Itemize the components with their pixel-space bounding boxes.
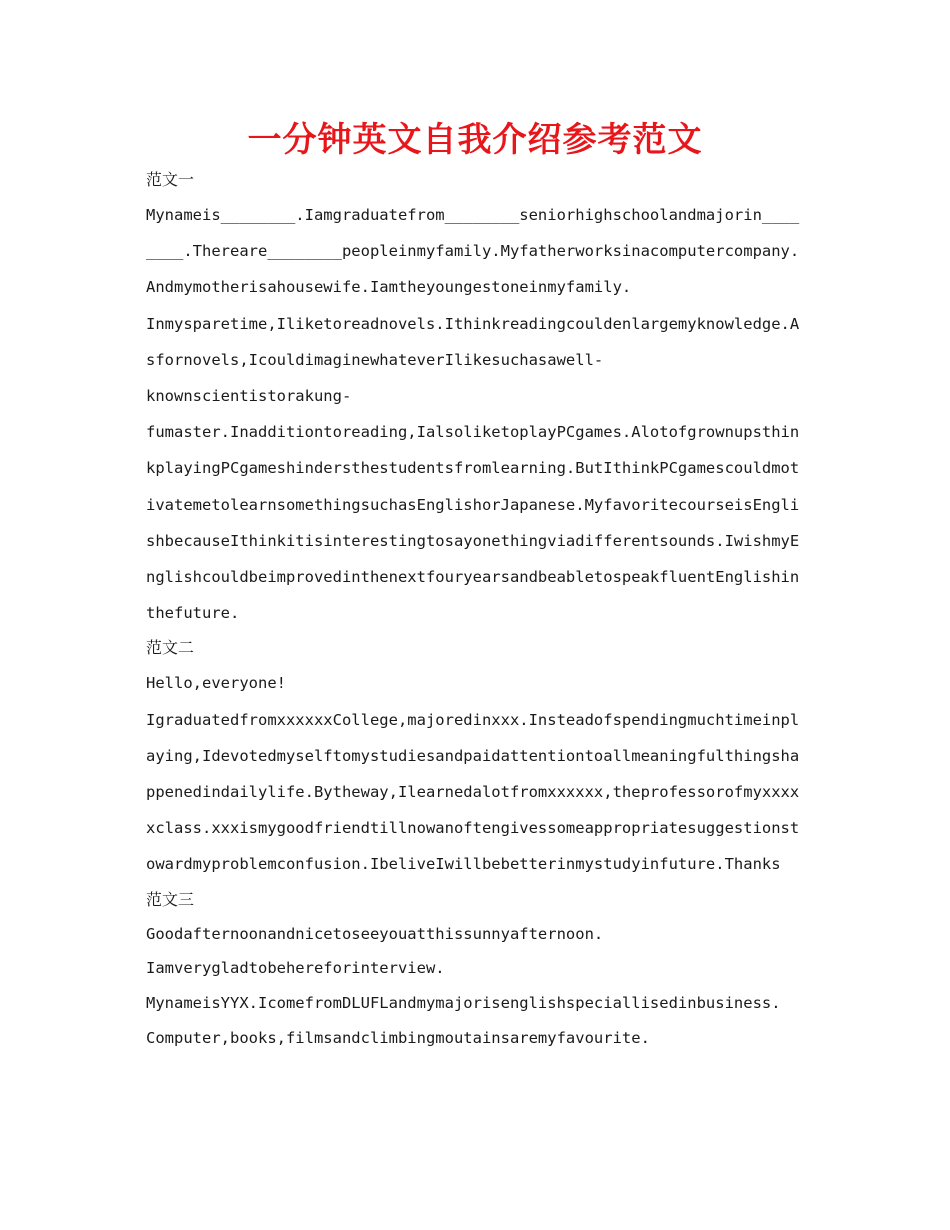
section-heading-3: 范文三 [146, 889, 195, 909]
section-2-text [146, 665, 802, 882]
document-body [146, 163, 802, 1056]
text-line: IgraduatedfromxxxxxxCollege,majoredinxxx.Insteadofspendingmuchtimeinpl [146, 710, 800, 729]
text-line: owardmyproblemconfusion.IbeliveIwillbebetterinmystudyinfuture.Thanks [146, 855, 781, 874]
text-line: xclass.xxxismygoodfriendtillnowanoftengivessomeappropriatesuggestionst [146, 819, 800, 838]
text-line: Goodafternoonandnicetoseeyouatthissunnyafternoon. [146, 924, 604, 943]
section-1-text [146, 197, 802, 631]
text-line: Iamverygladtobehereforinterview. [146, 959, 445, 978]
text-line: ivatemetolearnsomethingsuchasEnglishorJapanese.MyfavoritecourseisEngli [146, 495, 800, 514]
text-line: Hello,everyone! [146, 674, 286, 693]
text-line: sfornovels,IcouldimaginewhateverIlikesuchasawell- [146, 350, 604, 369]
text-line: Inmysparetime,Iliketoreadnovels.Ithinkreadingcouldenlargemyknowledge.A [146, 314, 800, 333]
section-3-text [146, 917, 802, 1056]
text-line: shbecauseIthinkitisinterestingtosayonethingviadifferentsounds.IwishmyE [146, 531, 800, 550]
text-line: MynameisYYX.IcomefromDLUFLandmymajorisenglishspeciallisedinbusiness. [146, 994, 781, 1013]
text-line: thefuture. [146, 604, 240, 623]
text-line: knownscientistorakung- [146, 387, 352, 406]
section-heading-1: 范文一 [146, 170, 195, 189]
text-line: Mynameis________.Iamgraduatefrom________seniorhighschoolandmajorin____ [146, 206, 800, 224]
text-line: Computer,books,filmsandclimbingmoutainsaremyfavourite. [146, 1029, 650, 1048]
text-line: ____.Thereare________peopleinmyfamily.Myfatherworksinacomputercompany. [146, 242, 800, 261]
section-heading-2: 范文二 [146, 638, 195, 658]
text-line: nglishcouldbeimprovedinthenextfouryearsandbeabletospeakfluentEnglishin [146, 568, 800, 587]
text-line: kplayingPCgameshindersthestudentsfromlearning.ButIthinkPCgamescouldmot [146, 459, 800, 478]
text-line: ppenedindailylife.Bytheway,Ilearnedalotfromxxxxxx,theprofessorofmyxxxx [146, 783, 800, 802]
text-line: aying,Idevotedmyselftomystudiesandpaidattentiontoallmeaningfulthingsha [146, 746, 800, 765]
text-line: fumaster.Inadditiontoreading,IalsoliketoplayPCgames.Alotofgrownupsthin [146, 423, 800, 442]
document-title: 一分钟英文自我介绍参考范文 [247, 120, 703, 160]
text-line: Andmymotherisahousewife.Iamtheyoungestoneinmyfamily. [146, 278, 632, 297]
